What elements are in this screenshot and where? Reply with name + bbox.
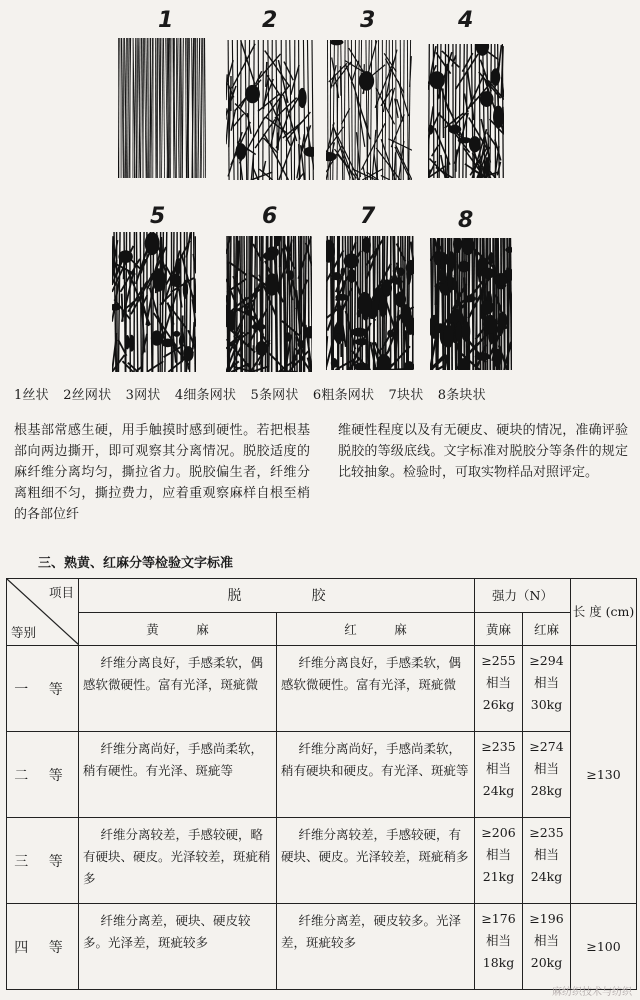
caption-item-4: 4细条网状 — [174, 388, 237, 403]
header-strength: 强力（N） — [475, 579, 571, 613]
kenaf-force — [523, 818, 571, 904]
fig-label-1: 1 — [158, 8, 174, 33]
force-equiv: 相当 — [534, 761, 560, 776]
jute-force — [475, 904, 523, 990]
caption-item-8: 8条块状 — [437, 388, 486, 403]
jute-force — [475, 732, 523, 818]
kenaf-desc: 纤维分离较差，手感较硬，有硬块、硬皮。光泽较差，斑疵稍多 — [277, 818, 475, 904]
header-degum: 脱 胶 — [79, 579, 475, 613]
subheader-kenaf-short: 红麻 — [523, 612, 571, 646]
force-equiv: 相当 — [534, 675, 560, 690]
grade-cell: 二 等 — [7, 732, 79, 818]
grading-standard-table — [6, 578, 637, 990]
fiber-sample-7-image — [326, 236, 414, 370]
table-row — [7, 732, 637, 818]
fiber-sample-5-image — [112, 232, 196, 372]
paragraph-right: 维硬性程度以及有无硬皮、硬块的情况，准确评验脱胶的等级底线。文字标准对脱胶分等条件的规定比较抽象。检验时，可取实物样品对照评定。 — [338, 423, 628, 480]
subheader-jute-short: 黄麻 — [475, 612, 523, 646]
caption-item-3: 3网状 — [125, 388, 161, 403]
fig-label-3: 3 — [360, 8, 376, 33]
fig-label-6: 6 — [262, 204, 278, 229]
force-equiv: 相当 — [534, 847, 560, 862]
jute-desc: 纤维分离差，硬块、硬皮较多。光泽差，斑疵较多 — [79, 904, 277, 990]
jute-force — [475, 646, 523, 732]
table-subheader-row — [7, 612, 637, 646]
force-value: ≥235 — [481, 739, 516, 754]
table-row — [7, 646, 637, 732]
subheader-kenaf: 红 麻 — [277, 612, 475, 646]
length-cell-1-3: ≥130 — [571, 646, 637, 904]
fiber-sample-2-image — [226, 40, 314, 180]
force-value: ≥294 — [529, 653, 564, 668]
force-value: ≥176 — [481, 911, 516, 926]
fiber-sample-6-image — [226, 236, 312, 372]
kenaf-desc: 纤维分离尚好，手感尚柔软，稍有硬块和硬皮。有光泽、斑疵等 — [277, 732, 475, 818]
force-value: ≥196 — [529, 911, 564, 926]
kenaf-force — [523, 904, 571, 990]
table-row — [7, 904, 637, 990]
fig-label-8: 8 — [458, 208, 474, 233]
force-value: ≥235 — [529, 825, 564, 840]
subheader-jute: 黄 麻 — [79, 612, 277, 646]
corner-bottom-label: 等别 — [11, 625, 37, 640]
force-kg: 28kg — [530, 783, 563, 798]
table-row — [7, 818, 637, 904]
force-value: ≥206 — [481, 825, 516, 840]
fig-label-2: 2 — [262, 8, 278, 33]
section-title: 三、熟黄、红麻分等检验文字标准 — [38, 556, 234, 571]
caption-item-1: 1丝状 — [14, 388, 49, 403]
grade-cell: 四 等 — [7, 904, 79, 990]
force-value: ≥274 — [529, 739, 564, 754]
kenaf-desc: 纤维分离差，硬皮较多。光泽差，斑疵较多 — [277, 904, 475, 990]
force-value: ≥255 — [481, 653, 516, 668]
caption-item-2: 2丝网状 — [63, 388, 112, 403]
header-length: 长 度 (cm) — [571, 579, 637, 646]
watermark: 麻纺织技术与纺织 — [552, 987, 632, 998]
force-kg: 30kg — [530, 697, 563, 712]
kenaf-desc: 纤维分离良好，手感柔软，偶感软微硬性。富有光泽，斑疵微 — [277, 646, 475, 732]
caption-item-5: 5条网状 — [250, 388, 299, 403]
force-equiv: 相当 — [485, 933, 511, 948]
force-equiv: 相当 — [485, 847, 511, 862]
fiber-sample-8-image — [430, 238, 512, 370]
paragraph-left: 根基部常感生硬，用手触摸时感到硬性。若把根基部向两边撕开，即可观察其分离情况。脱胶适度的麻纤维分离均匀，撕拉省力。脱胶偏生者，纤维分离粗细不匀，撕拉费力，应着重观察麻样自根至梢的各部位纤 — [14, 423, 310, 522]
force-equiv: 相当 — [485, 675, 511, 690]
fiber-sample-3-image — [326, 40, 412, 180]
force-kg: 21kg — [482, 869, 515, 884]
force-kg: 18kg — [482, 955, 515, 970]
force-kg: 26kg — [482, 697, 515, 712]
force-kg: 24kg — [482, 783, 515, 798]
grade-cell: 三 等 — [7, 818, 79, 904]
caption-item-6: 6粗条网状 — [312, 388, 375, 403]
force-equiv: 相当 — [534, 933, 560, 948]
jute-desc: 纤维分离较差，手感较硬，略有硬块、硬皮。光泽较差，斑疵稍多 — [79, 818, 277, 904]
jute-desc: 纤维分离良好，手感柔软，偶感软微硬性。富有光泽，斑疵微 — [79, 646, 277, 732]
fiber-figure — [0, 0, 640, 380]
jute-force — [475, 818, 523, 904]
force-equiv: 相当 — [485, 761, 511, 776]
jute-desc: 纤维分离尚好，手感尚柔软，稍有硬性。有光泽、斑疵等 — [79, 732, 277, 818]
fiber-sample-1-image — [118, 38, 206, 178]
caption-item-7: 7块状 — [388, 388, 424, 403]
length-cell-4: ≥100 — [571, 904, 637, 990]
table-header-row — [7, 579, 637, 613]
kenaf-force — [523, 646, 571, 732]
force-kg: 20kg — [530, 955, 563, 970]
fig-label-5: 5 — [150, 204, 166, 229]
force-kg: 24kg — [530, 869, 563, 884]
fig-label-4: 4 — [458, 8, 474, 33]
table-corner-cell — [7, 579, 79, 646]
fig-label-7: 7 — [360, 204, 376, 229]
fiber-sample-4-image — [428, 44, 504, 178]
kenaf-force — [523, 732, 571, 818]
grade-cell: 一 等 — [7, 646, 79, 732]
figure-caption — [14, 384, 630, 403]
corner-top-label: 项目 — [48, 585, 74, 600]
